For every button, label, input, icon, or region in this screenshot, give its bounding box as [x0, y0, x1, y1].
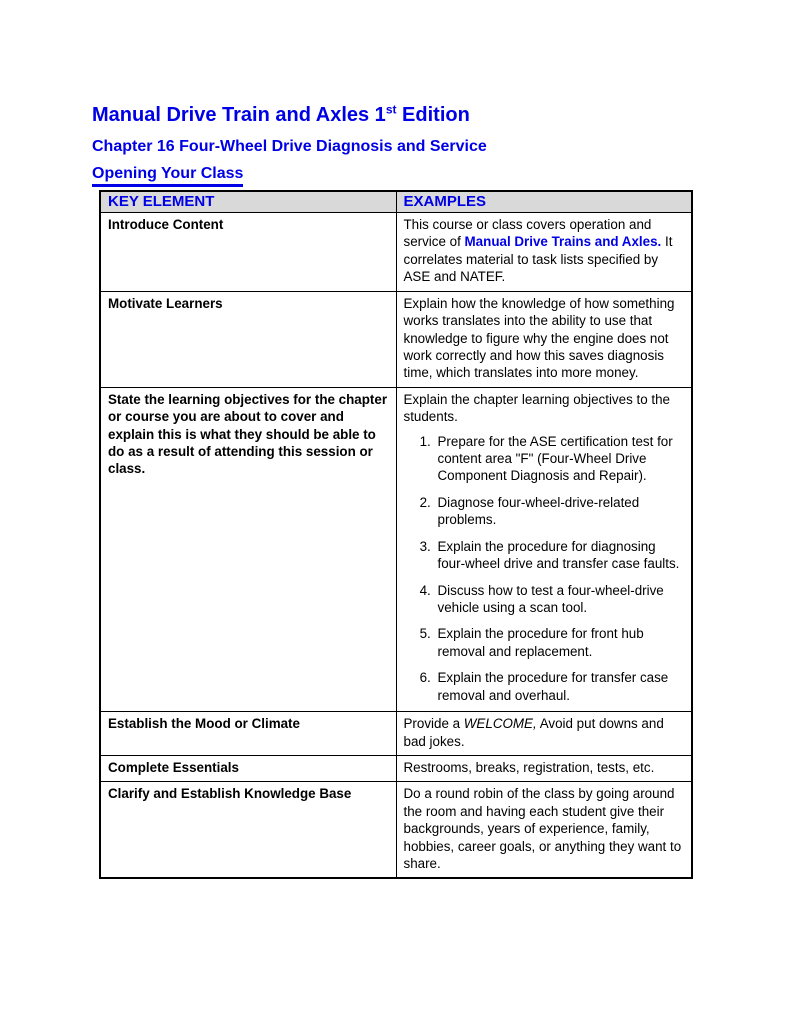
objectives-list — [404, 433, 684, 704]
key-element-cell: Motivate Learners — [100, 291, 396, 387]
table-row-complete-essentials — [100, 755, 692, 781]
table-row-introduce-content — [100, 212, 692, 291]
examples-cell — [396, 387, 692, 711]
page-title-text: Manual Drive Train and Axles 1 — [92, 104, 386, 126]
key-element-cell: State the learning objectives for the chapter or course you are about to cover and explain this is what they should be able to do as a result of attending this session or class. — [100, 387, 396, 711]
table-row-clarify-knowledge-base — [100, 782, 692, 879]
objective-item: 4. Discuss how to test a four-wheel-drive vehicle using a scan tool. — [435, 582, 684, 617]
objective-item: 5. Explain the procedure for front hub removal and replacement. — [435, 625, 684, 660]
section-heading — [92, 165, 699, 187]
key-element-cell: Clarify and Establish Knowledge Base — [100, 782, 396, 879]
table-header-row — [100, 191, 692, 213]
page-title-edition: Edition — [396, 104, 470, 126]
examples-cell — [396, 212, 692, 291]
section-heading-text: Opening Your Class — [92, 165, 243, 187]
objective-item: 3. Explain the procedure for diagnosing four-wheel drive and transfer case faults. — [435, 538, 684, 573]
key-element-cell: Establish the Mood or Climate — [100, 712, 396, 756]
examples-text: Explain how the knowledge of how something works translates into the ability to use that knowledge to figure why the engine does not work correctly and how this saves diagnosis time, which translates into more money. — [403, 295, 675, 381]
objective-item: 1. Prepare for the ASE certification test for content area "F" (Four-Wheel Drive Component Diagnosis and Repair). — [435, 433, 684, 485]
objective-item: 2. Diagnose four-wheel-drive-related problems. — [435, 494, 684, 529]
table-row-establish-mood — [100, 712, 692, 756]
examples-cell — [396, 712, 692, 756]
key-element-cell: Introduce Content — [100, 212, 396, 291]
key-element-cell: Complete Essentials — [100, 755, 396, 781]
column-header-key-element: KEY ELEMENT — [100, 191, 396, 213]
examples-text: Provide a WELCOME, Avoid put downs and bad jokes. — [403, 716, 664, 749]
examples-cell — [396, 291, 692, 387]
objectives-intro: Explain the chapter learning objectives to the students. — [403, 391, 670, 425]
title-superscript: st — [385, 102, 397, 117]
examples-text: Restrooms, breaks, registration, tests, etc. — [403, 759, 655, 775]
examples-cell — [396, 755, 692, 781]
key-element-table — [99, 190, 693, 880]
column-header-examples: EXAMPLES — [396, 191, 692, 213]
chapter-heading: Chapter 16 Four-Wheel Drive Diagnosis and Service — [92, 138, 487, 155]
table-row-learning-objectives — [100, 387, 692, 711]
table-row-motivate-learners — [100, 291, 692, 387]
page-title — [92, 104, 699, 126]
objective-item: 6. Explain the procedure for transfer case removal and overhaul. — [435, 669, 684, 704]
examples-text: Do a round robin of the class by going around the room and having each student give their backgrounds, years of experience, family, hobbies, career goals, or anything they want to share. — [403, 786, 682, 872]
examples-cell — [396, 782, 692, 879]
examples-text: This course or class covers operation and service of Manual Drive Trains and Axles. It correlates material to task lists specified by ASE and NATEF. — [403, 216, 673, 285]
